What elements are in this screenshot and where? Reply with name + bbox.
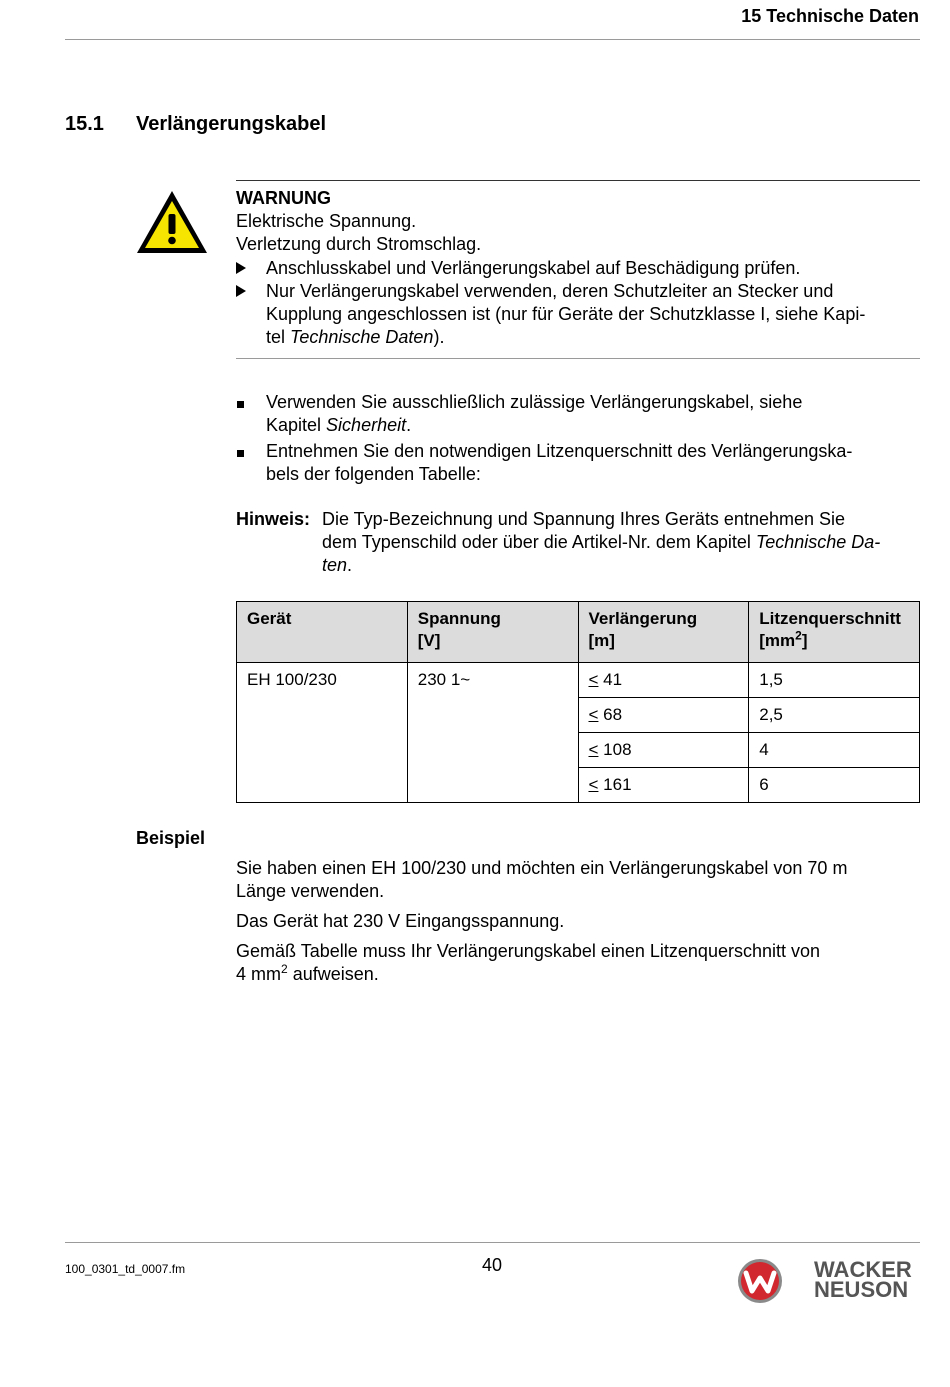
example-paragraph-3: Gemäß Tabelle muss Ihr Verlängerungskabel einen Litzenquerschnitt von 4 $mm^2$ aufweisen. [236,941,821,984]
header-rule [65,39,920,40]
warning-action-2-line-3-suffix: ). [433,327,445,347]
warning-action-2-line-3-prefix: tel [266,327,291,347]
instruction-2-line-2: bels der folgenden Tabelle: [266,464,481,484]
warning-line-2: Verletzung durch Stromschlag. [236,234,482,254]
cable-cross-section-table [236,601,920,803]
section-title: Verlängerungskabel [136,113,327,135]
note-text [322,508,880,577]
cell-cross-section: 6 [749,768,920,803]
cell-device: EH 100/230 [237,663,408,803]
section-number: 15.1 [65,113,104,135]
example-paragraph-2: Das Gerät hat 230 V Eingangsspannung. [236,911,565,931]
cell-cross-section: 1,5 [749,663,920,698]
square-bullet-icon [236,391,258,414]
instruction-1-line-2-suffix: . [406,415,412,435]
warning-action-2-line-2: Kupplung angeschlossen ist (nur für Geräte der Schutzklasse I, siehe Kapi- [266,304,866,324]
warning-action-2-line-1: Nur Verlängerungskabel verwenden, deren Schutzleiter an Stecker und [266,281,834,301]
footer-filename: 100_0301_td_0007.fm [65,1262,186,1276]
cell-length: < 41 [578,663,749,698]
table-header-row [237,602,920,663]
note-line-3-suffix: . [347,555,353,575]
example-label: Beispiel [136,828,206,848]
wacker-neuson-logo-text: WACKER NEUSON [814,1257,912,1302]
note-line-3-reference: ten [322,555,348,575]
wacker-neuson-logo-icon [737,1258,783,1304]
cell-length: < 108 [578,733,749,768]
example-paragraph-1: Sie haben einen EH 100/230 und möchten ein Verlängerungskabel von 70 m Länge verwenden. [236,858,848,901]
warning-top-rule [236,180,920,181]
cell-cross-section: 4 [749,733,920,768]
chapter-header: 15 Technische Daten [741,6,919,26]
warning-action-1-text: Anschlusskabel und Verlängerungskabel auf Beschädigung prüfen. [266,258,801,278]
table-row [237,663,920,698]
header-length: Verlängerung [m] [578,602,749,663]
page-number: 40 [482,1255,503,1275]
note-line-2-reference: Technische Da- [755,532,881,552]
cell-voltage: 230 1~ [407,663,578,803]
instruction-1-line-2-prefix: Kapitel [266,415,327,435]
header-device: Gerät [237,602,408,663]
warning-triangle-icon [134,188,210,256]
square-bullet-icon [236,440,258,463]
warning-line-1: Elektrische Spannung. [236,211,417,231]
warning-heading: WARNUNG [236,188,331,208]
cell-length: < 161 [578,768,749,803]
footer-rule [65,1242,920,1243]
note-line-2-prefix: dem Typenschild oder über die Artikel-Nr. dem Kapitel [322,532,756,552]
warning-bottom-rule [236,358,920,359]
instruction-2-line-1: Entnehmen Sie den notwendigen Litzenquerschnitt des Verlängerungska- [266,441,853,461]
triangle-bullet-icon [236,257,258,280]
triangle-bullet-icon [236,280,258,303]
chapter-reference-technische-daten: Technische Daten [290,327,434,347]
cell-cross-section: 2,5 [749,698,920,733]
note-label: Hinweis: [236,509,311,529]
chapter-reference-sicherheit: Sicherheit [326,415,407,435]
header-cross-section: Litzenquerschnitt $[mm^2]$ [749,602,920,663]
header-voltage: Spannung [V] [407,602,578,663]
instruction-1-line-1: Verwenden Sie ausschließlich zulässige Verlängerungskabel, siehe [266,392,803,412]
note-line-1: Die Typ-Bezeichnung und Spannung Ihres Geräts entnehmen Sie [322,509,846,529]
cell-length: < 68 [578,698,749,733]
